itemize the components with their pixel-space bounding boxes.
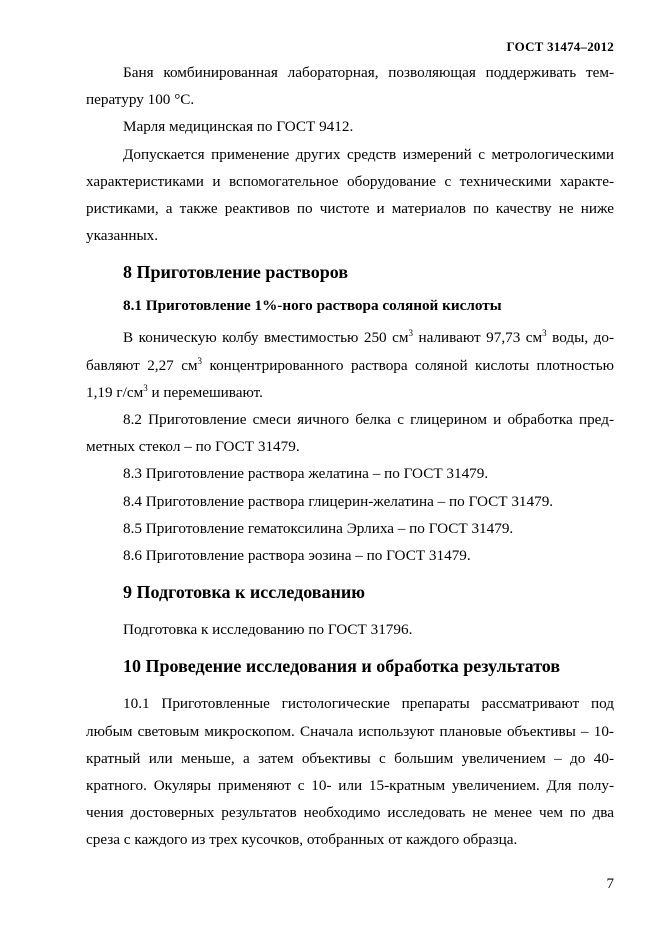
superscript: 3	[542, 328, 547, 339]
text-fragment: наливают 97,73 см	[412, 329, 543, 347]
paragraph-alternatives: Допускается применение других средств измерений с метрологическими характеристиками и вспомогательное оборудование с техническими характеристиками, а также реактивов по чистоте и материалов по качеству не ниже указанных.	[86, 145, 614, 245]
paragraph-8-6: 8.6 Приготовление раствора эозина – по ГОСТ 31479.	[123, 547, 471, 565]
superscript: 3	[197, 355, 203, 366]
paragraph-8-3: 8.3 Приготовление раствора желатина – по ГОСТ 31479.	[123, 465, 489, 483]
text-fragment: и перемешивают.	[147, 383, 263, 401]
paragraph-8-4: 8.4 Приготовление раствора глицерин-желатина – по ГОСТ 31479.	[123, 492, 554, 510]
text-fragment: В коническую колбу вместимостью 250 см	[123, 329, 409, 347]
superscript: 3	[408, 328, 413, 339]
text-fragment: концентрированного раствора соляной кислоты плотностью 1,19 г/см	[86, 356, 614, 401]
section-8-title: 8 Приготовление растворов	[123, 262, 349, 283]
paragraph-8-5: 8.5 Приготовление гематоксилина Эрлиха – по ГОСТ 31479.	[123, 519, 514, 537]
document-header: ГОСТ 31474–2012	[506, 39, 614, 54]
paragraph-8-2: 8.2 Приготовление смеси яичного белка с глицерином и обработка предметных стекол – по ГОСТ 31479.	[86, 411, 614, 456]
page-number: 7	[606, 876, 614, 892]
page-content	[86, 59, 614, 854]
paragraph-9: Подготовка к исследованию по ГОСТ 31796.	[123, 621, 413, 639]
text-fragment: воды, добавляют 2,27 см	[86, 329, 614, 374]
paragraph-water-bath: Баня комбинированная лабораторная, позволяющая поддерживать температуру 100 °С.	[86, 64, 614, 109]
paragraph-gauze: Марля медицинская по ГОСТ 9412.	[123, 118, 354, 136]
paragraph-8-1	[86, 324, 614, 406]
superscript: 3	[143, 382, 148, 393]
subsection-8-1-title: 8.1 Приготовление 1%-ного раствора соляной кислоты	[123, 297, 502, 315]
paragraph-10-1: 10.1 Приготовленные гистологические препараты рассматривают под любым световым микроскопом. Сначала используют плановые объективы – 10-кратный или меньше, а затем объективы с большим увеличением – до 40-кратного. Окуляры применяют с 10- или 15-кратным увеличением. Для получения достоверных результатов необходимо исследовать не менее чем по два среза с каждого из трех кусочков, отобранных от каждого образца.	[86, 695, 614, 849]
section-10-title: 10 Проведение исследования и обработка результатов	[123, 656, 561, 677]
section-9-title: 9 Подготовка к исследованию	[123, 582, 365, 603]
